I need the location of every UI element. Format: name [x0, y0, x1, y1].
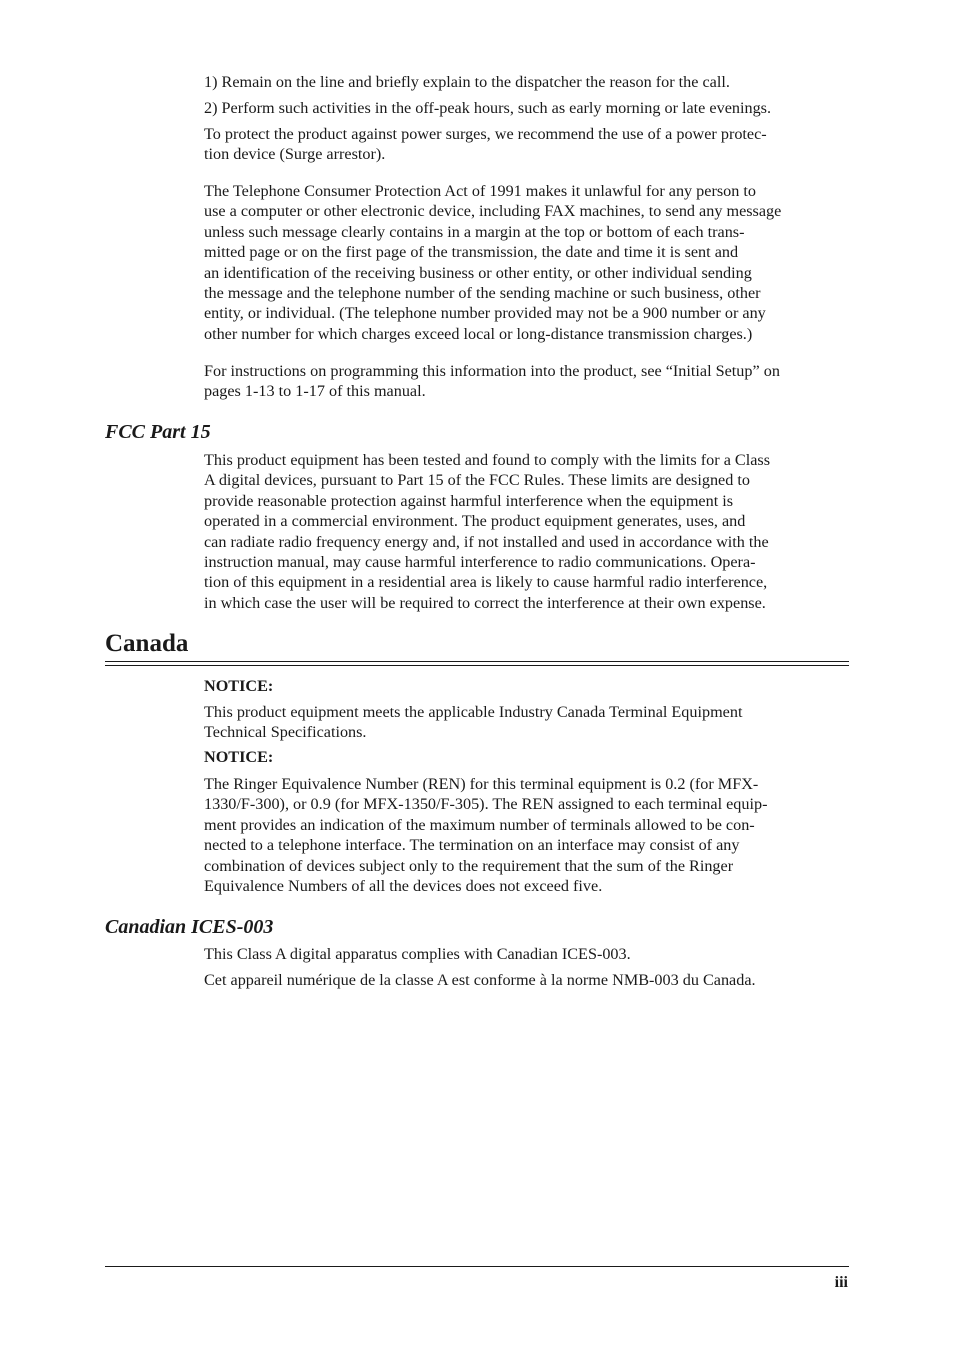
text-line: entity, or individual. (The telephone number provided may not be a 900 number or any [204, 304, 766, 323]
ices-english-line: This Class A digital apparatus complies with Canadian ICES-003. [204, 945, 631, 963]
ices-french-line: Cet appareil numérique de la classe A est conforme à la norme NMB-003 du Canada. [204, 971, 756, 989]
text-line: operated in a commercial environment. The product equipment generates, uses, and [204, 512, 746, 531]
notice-label: NOTICE: [204, 677, 274, 695]
text-line: This product equipment meets the applicable Industry Canada Terminal Equipment [204, 703, 743, 721]
text-line: an identification of the receiving business or other entity, or other individual sending [204, 263, 752, 282]
surge-paragraph [204, 124, 854, 165]
text-line: instruction manual, may cause harmful interference to radio communications. Opera- [204, 553, 756, 572]
ices-heading: Canadian ICES-003 [105, 916, 274, 938]
list-item-2: 2) Perform such activities in the off-peak hours, such as early morning or late evenings. [204, 99, 772, 117]
text-line: Equivalence Numbers of all the devices does not exceed five. [204, 877, 603, 896]
canada-title: Canada [105, 630, 189, 657]
text-line: The Telephone Consumer Protection Act of 1991 makes it unlawful for any person to [204, 182, 756, 200]
text-line: unless such message clearly contains in a margin at the top or bottom of each trans- [204, 222, 745, 241]
text-line: ment provides an indication of the maximum number of terminals allowed to be con- [204, 815, 755, 834]
text-line: 1330/F-300), or 0.9 (for MFX-1350/F-305). The REN assigned to each terminal equip- [204, 795, 768, 814]
footer-divider [105, 1266, 849, 1267]
fcc-paragraph [204, 450, 854, 613]
text-line: tion of this equipment in a residential area is likely to cause harmful radio interference, [204, 573, 768, 592]
notice-paragraph [204, 702, 854, 743]
instructions-paragraph [204, 361, 854, 402]
section-divider [105, 661, 849, 666]
tcpa-paragraph [204, 181, 854, 344]
text-line: mitted page or on the first page of the transmission, the date and time it is sent and [204, 243, 739, 262]
text-line: A digital devices, pursuant to Part 15 of the FCC Rules. These limits are designed to [204, 471, 750, 490]
text-line: in which case the user will be required to correct the interference at their own expense. [204, 593, 766, 612]
text-line: Technical Specifications. [204, 723, 367, 742]
ren-paragraph [204, 774, 854, 896]
notice-label: NOTICE: [204, 748, 274, 766]
text-line: tion device (Surge arrestor). [204, 145, 386, 164]
text-line: nected to a telephone interface. The termination on an interface may consist of any [204, 836, 740, 855]
text-line: can radiate radio frequency energy and, if not installed and used in accordance with the [204, 532, 769, 551]
text-line: the message and the telephone number of the sending machine or such business, other [204, 284, 761, 303]
text-line: combination of devices subject only to the requirement that the sum of the Ringer [204, 856, 734, 875]
text-line: To protect the product against power surges, we recommend the use of a power protec- [204, 125, 767, 143]
text-line: This product equipment has been tested and found to comply with the limits for a Class [204, 451, 771, 469]
fcc-heading: FCC Part 15 [105, 421, 211, 443]
text-line: pages 1-13 to 1-17 of this manual. [204, 382, 426, 401]
page-number: iii [834, 1274, 848, 1291]
list-item-1: 1) Remain on the line and briefly explain to the dispatcher the reason for the call. [204, 73, 730, 91]
text-line: provide reasonable protection against harmful interference when the equipment is [204, 491, 734, 510]
text-line: For instructions on programming this information into the product, see “Initial Setup” on [204, 362, 780, 380]
text-line: other number for which charges exceed local or long-distance transmission charges.) [204, 324, 753, 343]
text-line: use a computer or other electronic device, including FAX machines, to send any message [204, 202, 782, 221]
text-line: The Ringer Equivalence Number (REN) for this terminal equipment is 0.2 (for MFX- [204, 775, 759, 793]
